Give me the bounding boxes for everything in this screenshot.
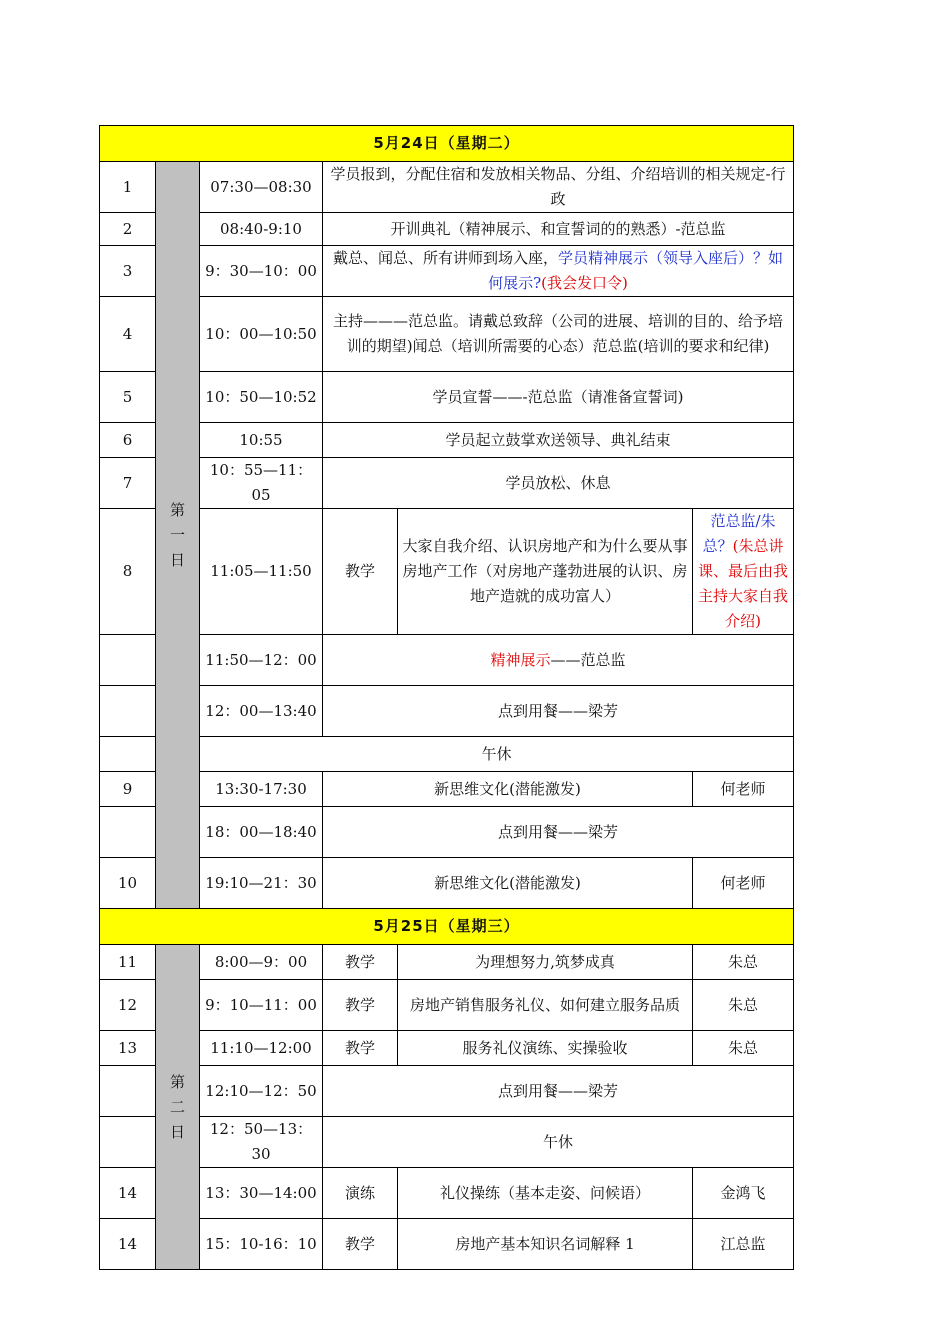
time-cell: 12：50—13：30 [200, 1117, 323, 1168]
content-cell: 礼仪操练（基本走姿、问候语） [398, 1168, 693, 1219]
row-number [100, 686, 156, 737]
session-type-cell: 演练 [323, 1168, 398, 1219]
presenter-cell [693, 509, 794, 635]
content-text: ——范总监 [550, 650, 626, 669]
session-type-cell: 教学 [323, 1219, 398, 1270]
row-number: 10 [100, 858, 156, 909]
row-number: 11 [100, 945, 156, 980]
time-cell: 15：10-16：10 [200, 1219, 323, 1270]
time-cell: 07:30—08:30 [200, 162, 323, 213]
row-number: 14 [100, 1219, 156, 1270]
content-cell: 房地产基本知识名词解释 1 [398, 1219, 693, 1270]
row-number: 9 [100, 772, 156, 807]
presenter-cell: 朱总 [693, 980, 794, 1031]
row-number: 5 [100, 372, 156, 423]
row-number [100, 1117, 156, 1168]
presenter-cell: 朱总 [693, 1031, 794, 1066]
content-cell: 学员宣誓——-范总监（请准备宣誓词) [323, 372, 794, 423]
presenter-text-blue: 范总监/朱总？ [702, 512, 776, 555]
presenter-text-red: (朱总讲课、最后由我主持大家自我介绍) [698, 537, 789, 630]
row-number: 1 [100, 162, 156, 213]
content-cell: 房地产销售服务礼仪、如何建立服务品质 [398, 980, 693, 1031]
row-number [100, 1066, 156, 1117]
row-number [100, 635, 156, 686]
content-cell [323, 635, 794, 686]
session-type-cell: 教学 [323, 945, 398, 980]
training-schedule-table [99, 125, 794, 1270]
row-number: 7 [100, 458, 156, 509]
time-cell: 12:10—12：50 [200, 1066, 323, 1117]
presenter-cell: 朱总 [693, 945, 794, 980]
content-cell: 新思维文化(潜能激发) [323, 858, 693, 909]
time-cell: 08:40-9:10 [200, 213, 323, 246]
time-cell: 13:30-17:30 [200, 772, 323, 807]
row-number: 2 [100, 213, 156, 246]
row-number: 3 [100, 246, 156, 297]
row-number: 6 [100, 423, 156, 458]
content-cell: 点到用餐——梁芳 [323, 807, 794, 858]
content-cell: 新思维文化(潜能激发) [323, 772, 693, 807]
content-text-blue: 学员精神展示（领导入座后）？如何展示? [488, 249, 784, 292]
session-type-cell: 教学 [323, 1031, 398, 1066]
content-cell: 午休 [200, 737, 794, 772]
content-cell: 服务礼仪演练、实操验收 [398, 1031, 693, 1066]
presenter-cell: 金鸿飞 [693, 1168, 794, 1219]
time-cell: 10：55—11：05 [200, 458, 323, 509]
content-cell: 午休 [323, 1117, 794, 1168]
content-cell: 学员报到，分配住宿和发放相关物品、分组、介绍培训的相关规定-行政 [323, 162, 794, 213]
content-text-red: (我会发口令) [541, 274, 628, 292]
presenter-cell: 何老师 [693, 772, 794, 807]
time-cell: 12：00—13:40 [200, 686, 323, 737]
content-cell: 学员放松、休息 [323, 458, 794, 509]
row-number [100, 737, 156, 772]
content-cell: 为理想努力,筑梦成真 [398, 945, 693, 980]
row-number [100, 807, 156, 858]
content-cell: 点到用餐——梁芳 [323, 1066, 794, 1117]
content-text: 戴总、闻总、所有讲师到场入座， [333, 249, 559, 267]
time-cell: 13：30—14:00 [200, 1168, 323, 1219]
session-type-cell: 教学 [323, 980, 398, 1031]
row-number: 8 [100, 509, 156, 635]
time-cell: 11:10—12:00 [200, 1031, 323, 1066]
time-cell: 9：10—11：00 [200, 980, 323, 1031]
content-cell: 主持———范总监。请戴总致辞（公司的进展、培训的目的、给予培训的期望)闻总（培训所需要的心态）范总监(培训的要求和纪律) [323, 297, 794, 372]
day2-date-header: 5月25日（星期三） [100, 909, 794, 945]
time-cell: 10：00—10:50 [200, 297, 323, 372]
content-cell: 学员起立鼓掌欢送领导、典礼结束 [323, 423, 794, 458]
row-number: 13 [100, 1031, 156, 1066]
presenter-cell: 何老师 [693, 858, 794, 909]
row-number: 12 [100, 980, 156, 1031]
content-text-red: 精神展示 [490, 650, 551, 669]
presenter-cell: 江总监 [693, 1219, 794, 1270]
time-cell: 8:00—9：00 [200, 945, 323, 980]
time-cell: 10:55 [200, 423, 323, 458]
time-cell: 18：00—18:40 [200, 807, 323, 858]
time-cell: 9：30—10：00 [200, 246, 323, 297]
day1-date-header: 5月24日（星期二） [100, 126, 794, 162]
content-cell: 点到用餐——梁芳 [323, 686, 794, 737]
day2-label: 第二日 [156, 945, 200, 1270]
day1-label: 第一日 [156, 162, 200, 909]
time-cell: 19:10—21：30 [200, 858, 323, 909]
time-cell: 11:05—11:50 [200, 509, 323, 635]
time-cell: 10：50—10:52 [200, 372, 323, 423]
content-cell: 开训典礼（精神展示、和宣誓词的的熟悉）-范总监 [323, 213, 794, 246]
row-number: 4 [100, 297, 156, 372]
session-type-cell: 教学 [323, 509, 398, 635]
content-cell: 大家自我介绍、认识房地产和为什么要从事房地产工作（对房地产蓬勃进展的认识、房地产造就的成功富人） [398, 509, 693, 635]
content-cell [323, 246, 794, 297]
time-cell: 11:50—12：00 [200, 635, 323, 686]
row-number: 14 [100, 1168, 156, 1219]
